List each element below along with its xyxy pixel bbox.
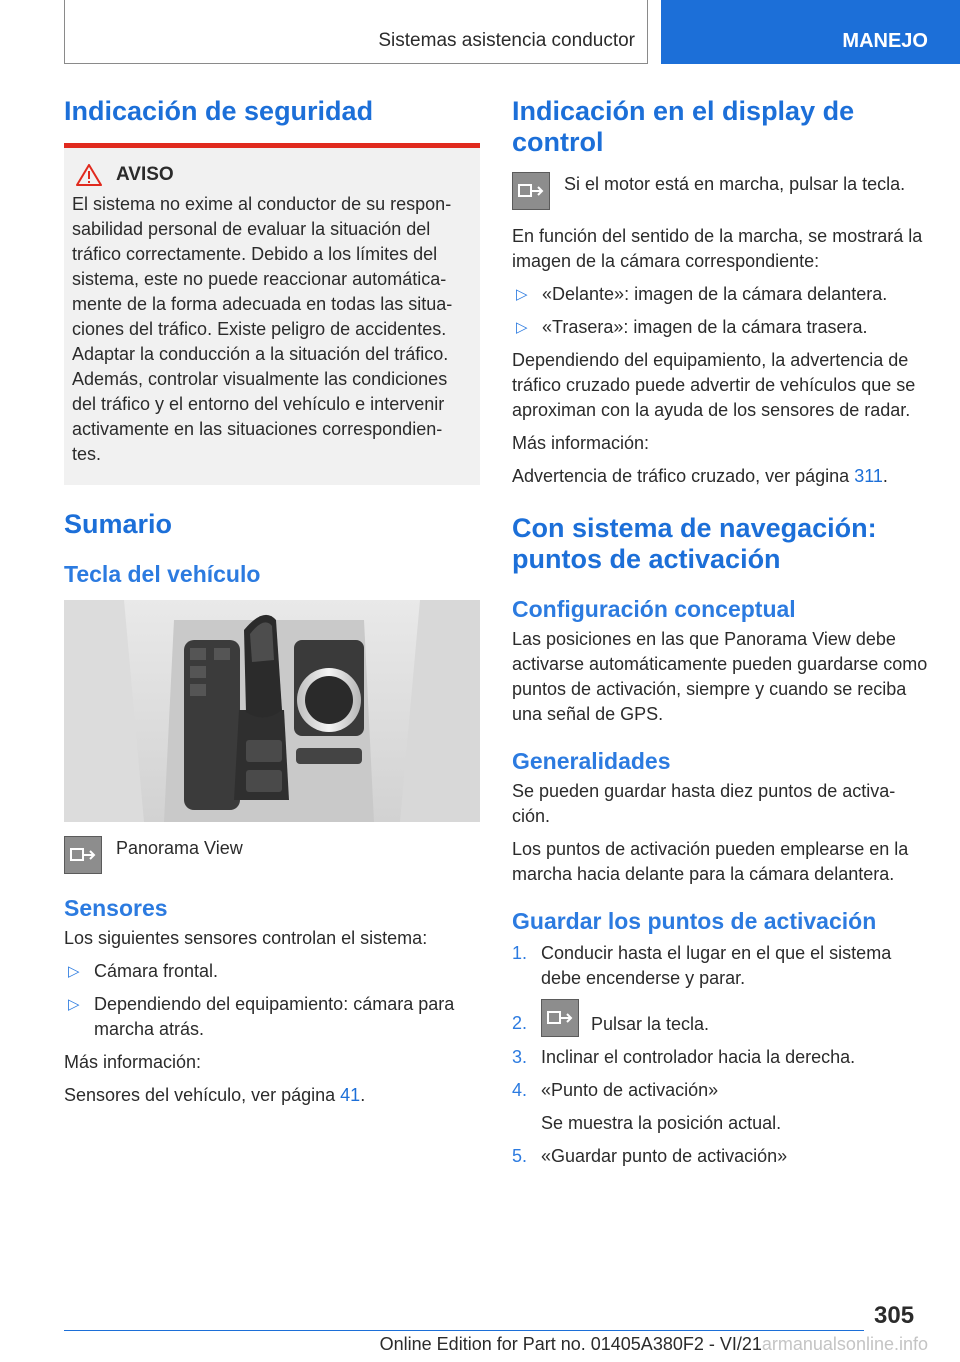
list-item: ▷ «Trasera»: imagen de la cámara trasera. bbox=[512, 315, 928, 340]
general-text-2: Los puntos de activación pueden emplearse en la marcha hacia delante para la cámara delantera. bbox=[512, 839, 909, 884]
warning-label: AVISO bbox=[116, 164, 174, 185]
panorama-view-camera-icon bbox=[64, 836, 102, 874]
display-title: Indicación en el display de control bbox=[512, 96, 855, 157]
header-section-box bbox=[64, 0, 648, 64]
list-item: 5. «Guardar punto de activación» bbox=[512, 1146, 788, 1166]
summary-title: Sumario bbox=[64, 509, 173, 539]
display-key-text: Si el motor está en marcha, pulsar la tecla. bbox=[564, 174, 906, 194]
footer-divider bbox=[64, 1330, 864, 1331]
sensors-title: Sensores bbox=[64, 895, 168, 921]
list-item: 3. Inclinar el controlador hacia la derecha. bbox=[512, 1047, 856, 1067]
sensors-list bbox=[64, 959, 480, 1042]
safety-title: Indicación de seguridad bbox=[64, 96, 374, 126]
general-title: Generalidades bbox=[512, 748, 671, 774]
warning-triangle-icon bbox=[76, 164, 102, 186]
save-points-title: Guardar los puntos de activación bbox=[512, 908, 877, 934]
more-info-label: Más información: bbox=[64, 1052, 202, 1072]
warning-box bbox=[64, 143, 480, 485]
general-text-1: Se pueden guardar hasta diez puntos de activa-ción. bbox=[512, 781, 896, 826]
concept-title: Configuración conceptual bbox=[512, 596, 796, 622]
display-key-row bbox=[512, 172, 928, 210]
list-item: 1. Conducir hasta el lugar en el que el sistema debe encenderse y parar. bbox=[512, 943, 892, 988]
navigation-title: Con sistema de navegación: puntos de activación bbox=[512, 513, 877, 574]
panorama-view-camera-icon bbox=[541, 999, 579, 1037]
equipment-text: Dependiendo del equipamiento, la advertencia de tráfico cruzado puede advertir de vehículos que se aproximan con la ayuda de los sensores de radar. bbox=[512, 350, 916, 420]
bullet-triangle-icon: ▷ bbox=[68, 996, 80, 1013]
panorama-view-label: Panorama View bbox=[116, 838, 243, 858]
list-item: 4. «Punto de activación» Se muestra la posición actual. bbox=[512, 1080, 782, 1133]
save-steps-list bbox=[512, 941, 928, 1169]
sensors-intro: Los siguientes sensores controlan el sistema: bbox=[64, 928, 428, 948]
bullet-triangle-icon: ▷ bbox=[68, 963, 80, 980]
center-console-photo bbox=[64, 600, 480, 822]
watermark-site: armanualsonline.info bbox=[761, 1334, 928, 1354]
page-link-41[interactable]: 41 bbox=[340, 1085, 361, 1105]
header-section-title: Sistemas asistencia conductor bbox=[378, 30, 635, 51]
bullet-triangle-icon: ▷ bbox=[516, 286, 528, 303]
cross-traffic-reference: Advertencia de tráfico cruzado, ver página 311. bbox=[512, 466, 888, 486]
sensors-reference: Sensores del vehículo, ver página 41. bbox=[64, 1085, 366, 1105]
warning-text: El sistema no exime al conductor de su respon- sabilidad personal de evaluar la situación del tráfico correctamente. Debido a los límites del sistema, este no puede reaccionar automática- mente de la forma adecuada en todas las situa- ciones del tráfico. Existe peligro de accidentes. Adaptar la conducción a la situación del tráfico. Además, controlar visualmente las condiciones del tráfico y el entorno del vehículo e intervenir activamente en las situaciones correspondien- tes. bbox=[72, 194, 453, 464]
list-item: 2. Pulsar la tecla. bbox=[512, 999, 928, 1037]
panorama-view-key-row bbox=[64, 836, 480, 874]
panorama-view-camera-icon bbox=[512, 172, 550, 210]
bullet-triangle-icon: ▷ bbox=[516, 319, 528, 336]
header-chapter-tab: MANEJO bbox=[661, 0, 960, 64]
right-column bbox=[512, 96, 928, 1177]
edition-text: Online Edition for Part no. 01405A380F2 - VI/21 bbox=[379, 1334, 762, 1354]
page-link-311[interactable]: 311 bbox=[854, 466, 883, 486]
direction-text: En función del sentido de la marcha, se mostrará la imagen de la cámara correspondiente: bbox=[512, 226, 923, 271]
concept-text: Las posiciones en las que Panorama View debe activarse automáticamente pueden guardarse como puntos de activación, siempre y cuando se reciba una señal de GPS. bbox=[512, 629, 928, 724]
warning-header bbox=[72, 164, 472, 186]
vehicle-key-title: Tecla del vehículo bbox=[64, 561, 261, 587]
more-info-label: Más información: bbox=[512, 433, 650, 453]
camera-list bbox=[512, 282, 928, 340]
list-item: ▷ Cámara frontal. bbox=[64, 959, 480, 984]
footer-edition bbox=[300, 1334, 928, 1355]
page-number: 305 bbox=[874, 1302, 915, 1329]
list-item: ▷ «Delante»: imagen de la cámara delantera. bbox=[512, 282, 928, 307]
list-item: ▷ Dependiendo del equipamiento: cámara para marcha atrás. bbox=[68, 994, 455, 1039]
left-column bbox=[64, 96, 480, 1108]
